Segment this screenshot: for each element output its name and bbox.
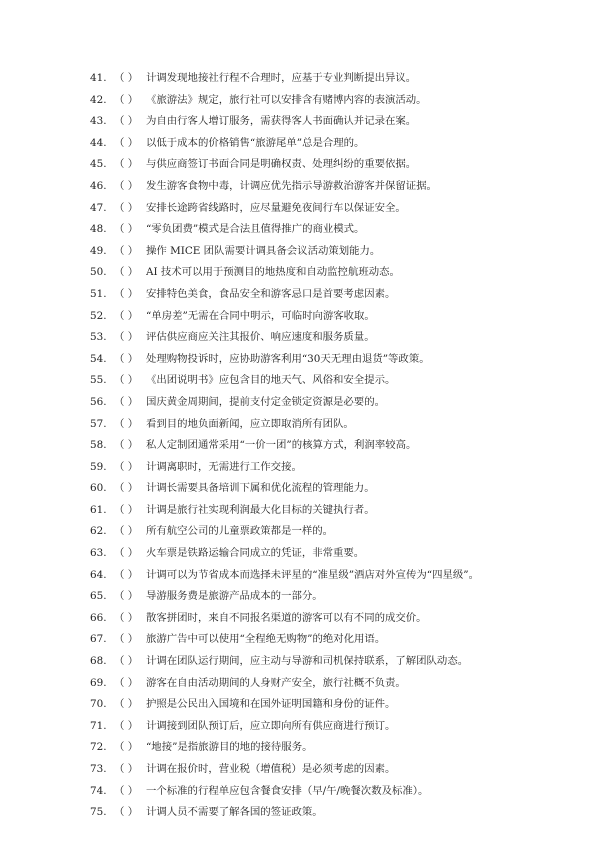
question-text: 导游服务费是旅游产品成本的一部分。 [146,590,323,603]
question-item [90,68,570,90]
question-text: 计调人员不需要了解各国的签证政策。 [146,806,323,819]
question-item [90,478,570,500]
question-item [90,414,570,436]
question-text: 计调是旅行社实现利润最大化目标的关键执行者。 [146,503,375,516]
question-item [90,608,570,630]
question-item [90,154,570,176]
question-number: 75. [90,806,107,819]
question-number: 62. [90,525,107,538]
question-item [90,651,570,673]
question-item [90,241,570,263]
answer-blank: （ ） [114,439,139,452]
question-text: 计调在团队运行期间，应主动与导游和司机保持联系，了解团队动态。 [146,655,469,668]
question-item [90,565,570,587]
question-item [90,759,570,781]
answer-blank: （ ） [114,331,139,344]
answer-blank: （ ） [114,266,139,279]
question-item [90,90,570,112]
question-item [90,673,570,695]
question-number: 55. [90,374,107,387]
question-number: 72. [90,741,107,754]
question-item [90,284,570,306]
answer-blank: （ ） [114,482,139,495]
question-item [90,349,570,371]
question-text: “单房差”无需在合同中明示，可临时向游客收取。 [146,309,375,322]
answer-blank: （ ） [114,784,139,797]
question-item [90,392,570,414]
question-number: 60. [90,482,107,495]
answer-blank: （ ） [114,352,139,365]
answer-blank: （ ） [114,806,139,819]
question-number: 47. [90,201,107,214]
question-number: 46. [90,179,107,192]
question-number: 69. [90,676,107,689]
question-item [90,435,570,457]
question-text: 评估供应商应关注其报价、响应速度和服务质量。 [146,331,375,344]
answer-blank: （ ） [114,115,139,128]
answer-blank: （ ） [114,136,139,149]
question-item [90,802,570,824]
answer-blank: （ ） [114,374,139,387]
answer-blank: （ ） [114,676,139,689]
question-text: 计调发现地接社行程不合理时，应基于专业判断提出异议。 [146,72,417,84]
question-item [90,500,570,522]
question-text: 《出团说明书》应包含目的地天气、风俗和安全提示。 [146,374,396,387]
question-number: 64. [90,568,107,581]
question-text: 所有航空公司的儿童票政策都是一样的。 [146,525,334,538]
question-number: 43. [90,115,107,128]
question-number: 54. [90,352,107,365]
question-item [90,694,570,716]
question-item [90,781,570,803]
question-number: 70. [90,698,107,711]
answer-blank: （ ） [114,223,139,236]
answer-blank: （ ） [114,547,139,560]
question-text: 与供应商签订书面合同是明确权责、处理纠纷的重要依据。 [146,158,417,171]
question-number: 52. [90,309,107,322]
question-number: 45. [90,158,107,171]
answer-blank: （ ） [114,633,139,646]
question-text: 以低于成本的价格销售“旅游尾单”总是合理的。 [146,136,365,149]
answer-blank: （ ） [114,698,139,711]
answer-blank: （ ） [114,719,139,732]
question-item [90,198,570,220]
question-item [90,219,570,241]
answer-blank: （ ） [114,741,139,754]
question-item [90,586,570,608]
question-text: 处理购物投诉时，应协助游客利用“30天无理由退货”等政策。 [146,352,430,365]
question-number: 73. [90,763,107,775]
question-item [90,306,570,328]
question-text: 安排特色美食，食品安全和游客忌口是首要考虑因素。 [146,287,396,300]
question-text: “零负团费”模式是合法且值得推广的商业模式。 [146,223,365,236]
question-item [90,543,570,565]
question-item [90,629,570,651]
question-text: 计调接到团队预订后，应立即向所有供应商进行预订。 [146,719,396,732]
question-number: 53. [90,331,107,344]
question-item [90,716,570,738]
question-number: 59. [90,460,107,473]
question-text: 一个标准的行程单应包含餐食安排（早/午/晚餐次数及标准）。 [146,784,429,797]
question-text: 安排长途跨省线路时，应尽量避免夜间行车以保证安全。 [146,201,406,214]
question-item [90,262,570,284]
question-item [90,370,570,392]
question-number: 63. [90,547,107,560]
question-item [90,737,570,759]
question-list [90,68,570,824]
question-item [90,521,570,543]
question-text: 看到目的地负面新闻，应立即取消所有团队。 [146,417,354,430]
answer-blank: （ ） [114,201,139,214]
question-number: 51. [90,287,107,300]
answer-blank: （ ） [114,460,139,473]
question-text: 操作 MICE 团队需要计调具备会议活动策划能力。 [146,244,381,257]
question-item [90,176,570,198]
question-number: 57. [90,417,107,430]
answer-blank: （ ） [114,417,139,430]
question-text: 游客在自由活动期间的人身财产安全，旅行社概不负责。 [146,676,406,689]
question-text: 护照是公民出入国境和在国外证明国籍和身份的证件。 [146,698,396,711]
question-number: 48. [90,223,107,236]
question-text: 计调在报价时，营业税（增值税）是必须考虑的因素。 [146,763,396,775]
answer-blank: （ ） [114,568,139,581]
question-number: 42. [90,93,107,106]
question-number: 58. [90,439,107,452]
answer-blank: （ ） [114,244,139,257]
question-text: 为自由行客人增订服务，需获得客人书面确认并记录在案。 [146,115,417,128]
answer-blank: （ ） [114,503,139,516]
answer-blank: （ ） [114,611,139,624]
question-number: 61. [90,503,107,516]
question-number: 68. [90,655,107,668]
question-number: 41. [90,72,107,84]
answer-blank: （ ） [114,287,139,300]
question-item [90,111,570,133]
question-number: 67. [90,633,107,646]
question-number: 66. [90,611,107,624]
question-item [90,327,570,349]
answer-blank: （ ） [114,655,139,668]
question-number: 71. [90,719,107,732]
answer-blank: （ ） [114,525,139,538]
answer-blank: （ ） [114,179,139,192]
question-number: 65. [90,590,107,603]
question-text: 旅游广告中可以使用“全程绝无购物”的绝对化用语。 [146,633,386,646]
question-text: AI 技术可以用于预测目的地热度和自动监控航班动态。 [146,266,400,279]
question-text: 散客拼团时，来自不同报名渠道的游客可以有不同的成交价。 [146,611,427,624]
question-text: 火车票是铁路运输合同成立的凭证，非常重要。 [146,547,365,560]
question-text: 计调可以为节省成本而选择未评星的“准星级”酒店对外宣传为“四星级”。 [146,568,479,581]
question-item [90,457,570,479]
question-number: 74. [90,784,107,797]
question-text: “地接”是指旅游目的地的接待服务。 [146,741,313,754]
question-text: 计调长需要具备培训下属和优化流程的管理能力。 [146,482,375,495]
question-item [90,133,570,155]
question-number: 56. [90,395,107,408]
question-number: 49. [90,244,107,257]
question-number: 44. [90,136,107,149]
answer-blank: （ ） [114,763,139,775]
question-number: 50. [90,266,107,279]
answer-blank: （ ） [114,309,139,322]
question-text: 国庆黄金周期间，提前支付定金锁定资源是必要的。 [146,395,385,408]
question-text: 《旅游法》规定，旅行社可以安排含有赌博内容的表演活动。 [146,93,427,106]
answer-blank: （ ） [114,590,139,603]
question-text: 发生游客食物中毒，计调应优先指示导游救治游客并保留证据。 [146,179,437,192]
question-text: 计调离职时，无需进行工作交接。 [146,460,302,473]
question-text: 私人定制团通常采用“一价一团”的核算方式，利润率较高。 [146,439,417,452]
answer-blank: （ ） [114,158,139,171]
answer-blank: （ ） [114,93,139,106]
answer-blank: （ ） [114,72,139,84]
answer-blank: （ ） [114,395,139,408]
